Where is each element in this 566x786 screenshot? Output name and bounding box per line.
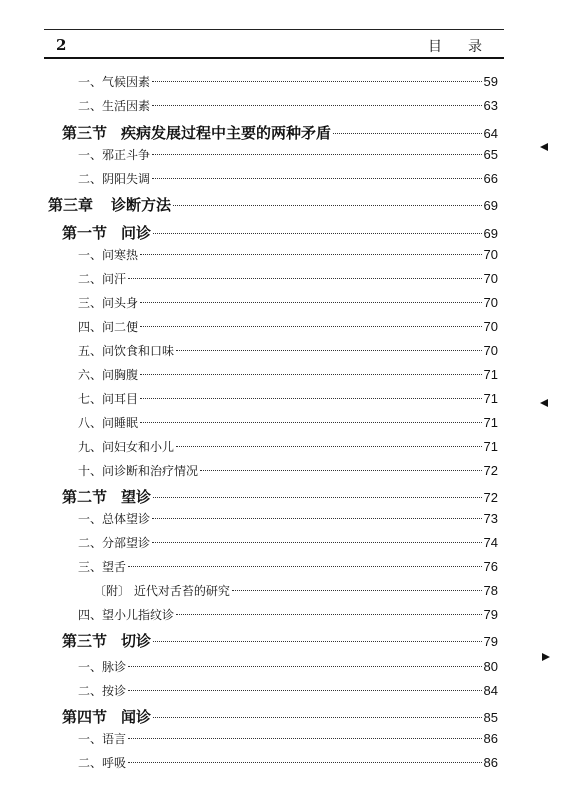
margin-arrow-left-icon: [540, 399, 548, 407]
toc-entry-label: [62, 486, 151, 507]
toc-entry-title: 一、总体望诊: [78, 512, 151, 526]
toc-entry-label: [78, 682, 126, 699]
toc-page-number: 66: [483, 171, 498, 186]
toc-entry-label: [78, 366, 138, 383]
toc-page-number: 70: [483, 319, 498, 334]
toc-entry: [78, 534, 498, 551]
toc-entry-title: 二、按诊: [78, 684, 127, 698]
dot-leader: [128, 566, 482, 567]
dot-leader: [153, 497, 482, 498]
toc-page-number: 71: [483, 439, 498, 454]
toc-entry: [48, 194, 498, 215]
toc-entry-label: [78, 414, 138, 431]
toc-entry: [62, 486, 498, 507]
toc-entry-title: 三、问头身: [78, 296, 139, 310]
dot-leader: [140, 422, 482, 423]
toc-entry-title: 六、问胸腹: [78, 368, 139, 382]
toc-entry: [78, 754, 498, 771]
toc-page-number: 71: [483, 367, 498, 382]
toc-page-number: 76: [483, 559, 498, 574]
margin-arrow-right-icon: [542, 653, 550, 661]
toc-page-number: 71: [483, 415, 498, 430]
dot-leader: [128, 666, 482, 667]
dot-leader: [176, 350, 482, 351]
toc-entry-title: 望诊: [121, 488, 152, 506]
dot-leader: [128, 738, 482, 739]
toc-page-number: 78: [483, 583, 498, 598]
toc-entry-label: [78, 606, 174, 623]
toc-entry-label: [78, 246, 138, 263]
toc-page-number: 85: [483, 710, 498, 725]
toc-entry-title: 四、望小儿指纹诊: [78, 608, 175, 622]
toc-entry-label: [78, 73, 150, 90]
toc-entry-label: [62, 706, 151, 727]
toc-entry-label: [78, 97, 150, 114]
toc-entry-title: 一、语言: [78, 732, 127, 746]
toc-entry-title: 诊断方法: [111, 196, 172, 214]
toc-page-number: 71: [483, 391, 498, 406]
toc-page-number: 86: [483, 731, 498, 746]
toc-entry: [78, 682, 498, 699]
toc-page-number: 64: [483, 126, 498, 141]
toc-entry: [78, 270, 498, 287]
toc-entry: [78, 438, 498, 455]
toc-entry: [78, 730, 498, 747]
dot-leader: [140, 326, 482, 327]
toc-entry: [78, 294, 498, 311]
toc-entry-label: [78, 534, 150, 551]
toc-entry-title: 五、问饮食和口味: [78, 344, 175, 358]
toc-entry: [78, 318, 498, 335]
section-number: 第四节: [62, 708, 108, 726]
header-rule-top: [44, 29, 504, 30]
toc-entry-title: 一、问寒热: [78, 248, 139, 262]
toc-entry: [78, 390, 498, 407]
toc-entry: [62, 706, 498, 727]
toc-page-number: 74: [483, 535, 498, 550]
dot-leader: [128, 690, 482, 691]
toc-page-number: 70: [483, 295, 498, 310]
toc-entry-label: [62, 122, 331, 143]
toc-entry: [78, 342, 498, 359]
toc-page-number: 70: [483, 343, 498, 358]
toc-entry-label: [78, 510, 150, 527]
toc-entry-title: 三、望舌: [78, 560, 127, 574]
dot-leader: [176, 614, 482, 615]
toc-page-number: 72: [483, 490, 498, 505]
toc-entry: [78, 558, 498, 575]
dot-leader: [128, 278, 482, 279]
toc-entry-title: 一、邪正斗争: [78, 148, 151, 162]
toc-entry-label: [78, 170, 150, 187]
margin-arrow-left-icon: [540, 143, 548, 151]
toc-entry: [62, 630, 498, 651]
dot-leader: [173, 205, 482, 206]
toc-page-number: 63: [483, 98, 498, 113]
toc-entry-label: [78, 730, 126, 747]
toc-entry-label: [48, 194, 171, 215]
dot-leader: [153, 233, 482, 234]
dot-leader: [152, 81, 482, 82]
dot-leader: [128, 762, 482, 763]
toc-entry-title: 二、生活因素: [78, 99, 151, 113]
toc-entry-label: [62, 222, 151, 243]
toc-entry-title: 二、阴阳失调: [78, 172, 151, 186]
toc-page-number: 73: [483, 511, 498, 526]
toc-entry-label: [78, 390, 138, 407]
toc-entry-label: [62, 630, 151, 651]
toc-entry-label: [78, 438, 174, 455]
toc-entry: [78, 97, 498, 114]
toc-entry: [94, 582, 498, 599]
dot-leader: [176, 446, 482, 447]
toc-entry-title: 十、问诊断和治疗情况: [78, 464, 199, 478]
toc-entry-title: 一、脉诊: [78, 660, 127, 674]
dot-leader: [200, 470, 482, 471]
dot-leader: [140, 302, 482, 303]
dot-leader: [140, 398, 482, 399]
toc-entry: [78, 658, 498, 675]
toc-entry-label: [78, 462, 198, 479]
toc-page-number: 79: [483, 634, 498, 649]
toc-entry: [78, 462, 498, 479]
toc-entry: [78, 170, 498, 187]
toc-page-number: 86: [483, 755, 498, 770]
toc-entry-label: [78, 294, 138, 311]
toc-entry-title: 疾病发展过程中主要的两种矛盾: [121, 124, 332, 142]
dot-leader: [153, 641, 482, 642]
dot-leader: [153, 717, 482, 718]
toc-page-number: 80: [483, 659, 498, 674]
toc-page-number: 84: [483, 683, 498, 698]
dot-leader: [232, 590, 482, 591]
section-number: 第二节: [62, 488, 108, 506]
toc-page-number: 69: [483, 198, 498, 213]
chapter-number: 第三章: [48, 196, 94, 214]
toc-entry-title: 四、问二便: [78, 320, 139, 334]
toc-entry-title: 二、呼吸: [78, 756, 127, 770]
page-number: 2: [56, 36, 67, 54]
toc-entry: [78, 606, 498, 623]
section-number: 第三节: [62, 124, 108, 142]
section-number: 第三节: [62, 632, 108, 650]
toc-entry: [78, 246, 498, 263]
toc-entry: [78, 146, 498, 163]
dot-leader: [333, 133, 482, 134]
toc-entry-title: 问诊: [121, 224, 152, 242]
toc-entry: [62, 222, 498, 243]
toc-entry-title: 二、分部望诊: [78, 536, 151, 550]
toc-entry: [78, 510, 498, 527]
toc-entry-label: [78, 318, 138, 335]
toc-entry: [78, 366, 498, 383]
toc-entry: [78, 414, 498, 431]
toc-entry-label: [78, 342, 174, 359]
toc-entry: [78, 73, 498, 90]
header-rule-bottom: [44, 57, 504, 59]
toc-entry-title: 一、气候因素: [78, 75, 151, 89]
toc-page-number: 70: [483, 247, 498, 262]
toc-page-number: 69: [483, 226, 498, 241]
toc-page-number: 59: [483, 74, 498, 89]
dot-leader: [140, 254, 482, 255]
dot-leader: [152, 518, 482, 519]
toc-page-number: 72: [483, 463, 498, 478]
toc-entry: [62, 122, 498, 143]
dot-leader: [152, 178, 482, 179]
toc-entry-title: 二、问汗: [78, 272, 127, 286]
dot-leader: [152, 154, 482, 155]
toc-page-number: 65: [483, 147, 498, 162]
toc-page-number: 70: [483, 271, 498, 286]
toc-entry-label: [78, 754, 126, 771]
toc-entry-label: [78, 146, 150, 163]
toc-entry-title: 切诊: [121, 632, 152, 650]
dot-leader: [140, 374, 482, 375]
dot-leader: [152, 105, 482, 106]
toc-entry-title: 七、问耳目: [78, 392, 139, 406]
toc-entry-title: 〔附〕 近代对舌苔的研究: [94, 584, 230, 598]
toc-entry-title: 八、问睡眠: [78, 416, 139, 430]
toc-entry-title: 闻诊: [121, 708, 152, 726]
toc-entry-title: 九、问妇女和小儿: [78, 440, 175, 454]
toc-entry-label: [78, 558, 126, 575]
toc-entry-label: [78, 270, 126, 287]
toc-entry-label: [94, 582, 230, 599]
section-number: 第一节: [62, 224, 108, 242]
dot-leader: [152, 542, 482, 543]
header-title: 目录: [428, 39, 508, 55]
toc-entry-label: [78, 658, 126, 675]
toc-page-number: 79: [483, 607, 498, 622]
